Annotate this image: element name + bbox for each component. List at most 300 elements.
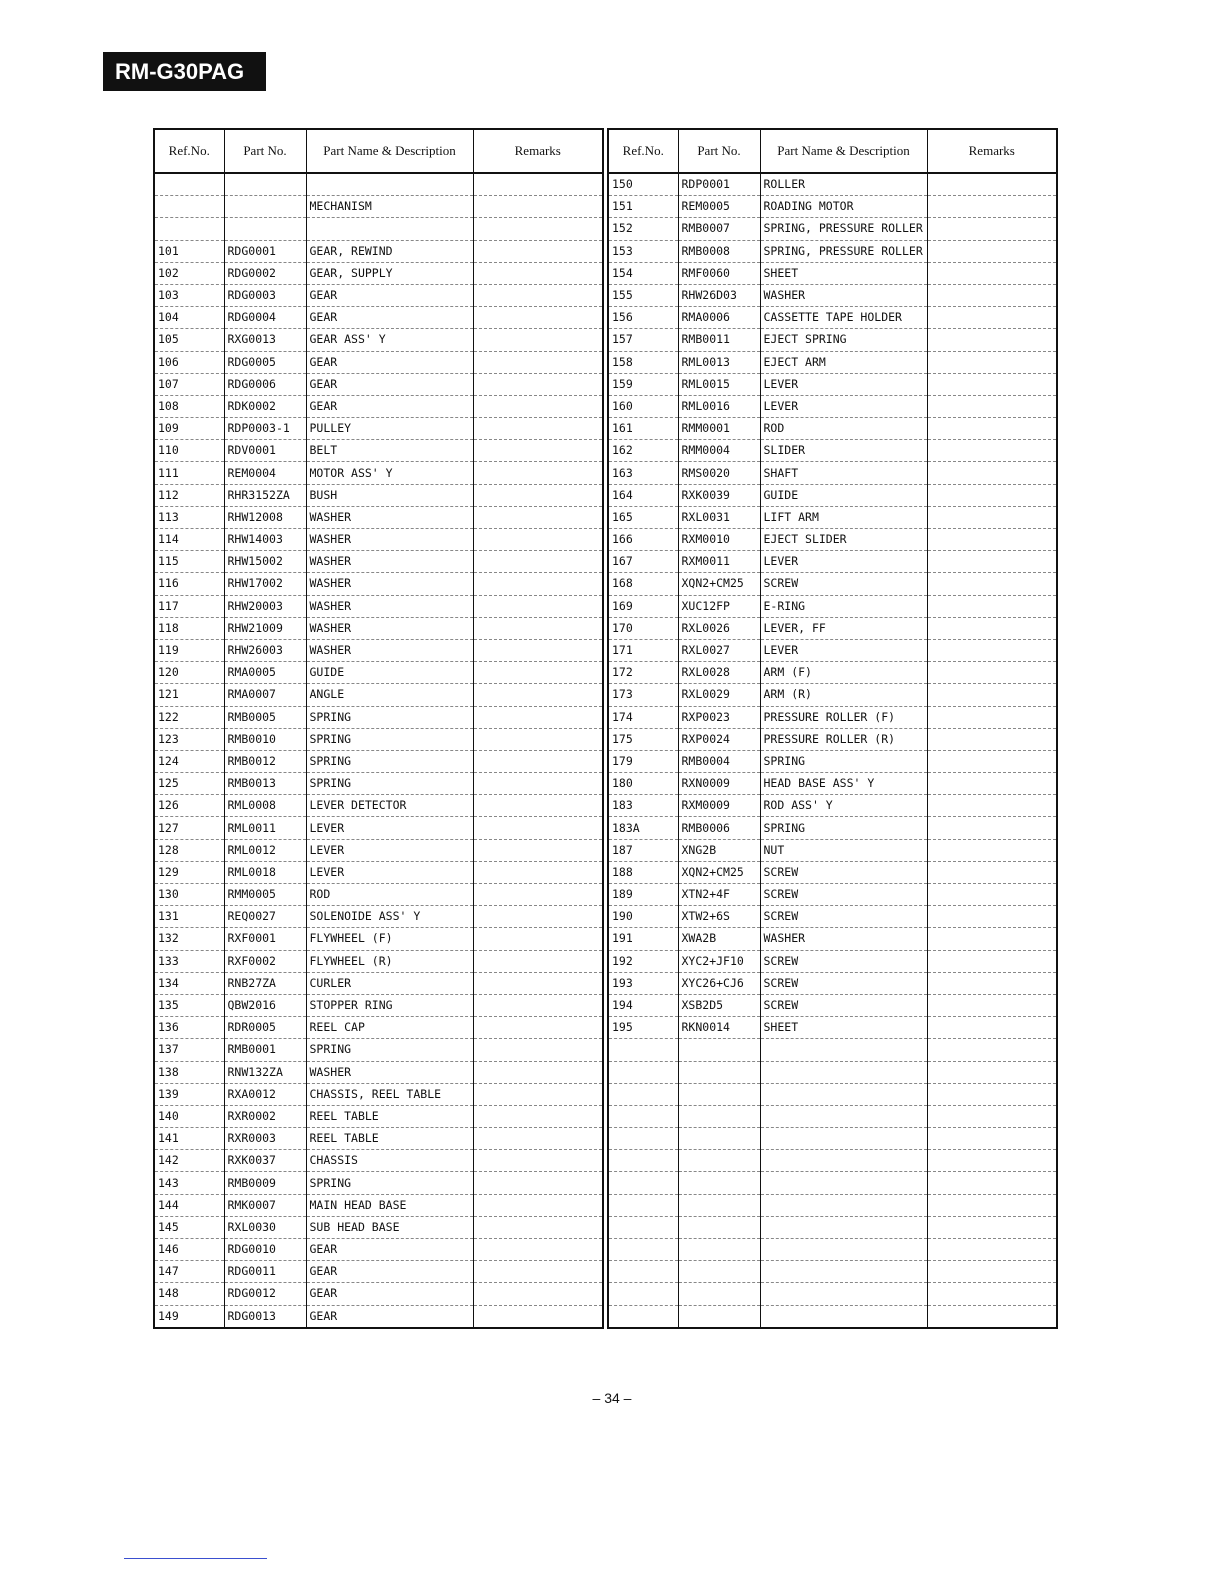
table-row [154, 529, 603, 551]
remarks-cell [473, 795, 603, 817]
ref-no-cell [608, 1105, 678, 1127]
header-part-name: Part Name & Description [760, 129, 927, 173]
table-row [608, 773, 1057, 795]
remarks-cell [473, 329, 603, 351]
part-name-cell: WASHER [306, 1061, 473, 1083]
part-name-cell: SPRING [760, 817, 927, 839]
part-no-cell: RHW20003 [224, 595, 306, 617]
part-no-cell: RXR0002 [224, 1105, 306, 1127]
part-no-cell: RHW15002 [224, 551, 306, 573]
ref-no-cell: 139 [154, 1083, 224, 1105]
table-row [608, 440, 1057, 462]
remarks-cell [927, 728, 1057, 750]
table-row [608, 196, 1057, 218]
remarks-cell [473, 617, 603, 639]
table-row [154, 351, 603, 373]
part-name-cell: SPRING [306, 728, 473, 750]
remarks-cell [473, 861, 603, 883]
remarks-cell [927, 307, 1057, 329]
table-row [608, 529, 1057, 551]
part-no-cell: REQ0027 [224, 906, 306, 928]
ref-no-cell [608, 1239, 678, 1261]
table-row [608, 1083, 1057, 1105]
table-row [154, 839, 603, 861]
ref-no-cell [154, 173, 224, 196]
part-no-cell [678, 1083, 760, 1105]
ref-no-cell: 193 [608, 972, 678, 994]
ref-no-cell [608, 1283, 678, 1305]
remarks-cell [927, 994, 1057, 1016]
part-name-cell: WASHER [306, 551, 473, 573]
ref-no-cell: 155 [608, 284, 678, 306]
header-row [608, 129, 1057, 173]
table-row [154, 307, 603, 329]
part-name-cell: MECHANISM [306, 196, 473, 218]
table-row [154, 1305, 603, 1328]
remarks-cell [927, 484, 1057, 506]
remarks-cell [927, 1216, 1057, 1238]
part-name-cell: STOPPER RING [306, 994, 473, 1016]
table-row [608, 1194, 1057, 1216]
part-no-cell: RMK0007 [224, 1194, 306, 1216]
remarks-cell [473, 1305, 603, 1328]
part-no-cell: XQN2+CM25 [678, 573, 760, 595]
ref-no-cell: 190 [608, 906, 678, 928]
remarks-cell [927, 1105, 1057, 1127]
part-name-cell: GEAR [306, 307, 473, 329]
part-name-cell: LEVER, FF [760, 617, 927, 639]
part-name-cell: EJECT SLIDER [760, 529, 927, 551]
remarks-cell [927, 972, 1057, 994]
table-row [608, 1172, 1057, 1194]
ref-no-cell: 102 [154, 262, 224, 284]
part-no-cell: RXP0024 [678, 728, 760, 750]
ref-no-cell: 162 [608, 440, 678, 462]
header-part-no: Part No. [678, 129, 760, 173]
table-row [608, 329, 1057, 351]
remarks-cell [927, 884, 1057, 906]
table-row [608, 1039, 1057, 1061]
part-no-cell: RDK0002 [224, 395, 306, 417]
table-row [608, 1105, 1057, 1127]
remarks-cell [473, 662, 603, 684]
part-name-cell: WASHER [306, 506, 473, 528]
part-no-cell: XYC2+JF10 [678, 950, 760, 972]
part-name-cell: CHASSIS, REEL TABLE [306, 1083, 473, 1105]
ref-no-cell: 173 [608, 684, 678, 706]
ref-no-cell: 174 [608, 706, 678, 728]
part-name-cell: LEVER [306, 839, 473, 861]
table-row [608, 484, 1057, 506]
part-name-cell: SCREW [760, 884, 927, 906]
table-row [608, 795, 1057, 817]
ref-no-cell: 103 [154, 284, 224, 306]
part-name-cell: GEAR [306, 373, 473, 395]
part-no-cell: RXL0028 [678, 662, 760, 684]
part-name-cell: MAIN HEAD BASE [306, 1194, 473, 1216]
table-row [608, 684, 1057, 706]
ref-no-cell: 188 [608, 861, 678, 883]
part-no-cell [678, 1039, 760, 1061]
ref-no-cell: 167 [608, 551, 678, 573]
part-name-cell: EJECT SPRING [760, 329, 927, 351]
table-row [154, 950, 603, 972]
part-name-cell: GEAR [306, 1305, 473, 1328]
ref-no-cell: 158 [608, 351, 678, 373]
remarks-cell [927, 928, 1057, 950]
remarks-cell [927, 1194, 1057, 1216]
remarks-cell [927, 373, 1057, 395]
ref-no-cell: 169 [608, 595, 678, 617]
part-no-cell: RHW14003 [224, 529, 306, 551]
part-no-cell: RMB0006 [678, 817, 760, 839]
ref-no-cell: 138 [154, 1061, 224, 1083]
remarks-cell [473, 1128, 603, 1150]
table-row [608, 817, 1057, 839]
remarks-cell [473, 218, 603, 240]
table-row [154, 728, 603, 750]
ref-no-cell [154, 218, 224, 240]
part-no-cell: RHW17002 [224, 573, 306, 595]
part-name-cell: REEL CAP [306, 1017, 473, 1039]
table-row [154, 573, 603, 595]
table-row [608, 928, 1057, 950]
table-row [608, 617, 1057, 639]
table-row [154, 750, 603, 772]
remarks-cell [927, 329, 1057, 351]
remarks-cell [473, 529, 603, 551]
part-name-cell [760, 1305, 927, 1328]
ref-no-cell: 171 [608, 639, 678, 661]
part-name-cell [760, 1172, 927, 1194]
part-no-cell: RHW21009 [224, 617, 306, 639]
part-no-cell [678, 1150, 760, 1172]
part-name-cell: SCREW [760, 972, 927, 994]
remarks-cell [473, 1261, 603, 1283]
remarks-cell [473, 1172, 603, 1194]
ref-no-cell: 189 [608, 884, 678, 906]
part-no-cell [678, 1239, 760, 1261]
part-no-cell: RMB0012 [224, 750, 306, 772]
part-no-cell: RMM0005 [224, 884, 306, 906]
part-no-cell: RXR0003 [224, 1128, 306, 1150]
ref-no-cell: 134 [154, 972, 224, 994]
remarks-cell [927, 351, 1057, 373]
header-remarks: Remarks [927, 129, 1057, 173]
remarks-cell [473, 817, 603, 839]
remarks-cell [473, 1194, 603, 1216]
part-name-cell: GEAR [306, 1283, 473, 1305]
ref-no-cell: 119 [154, 639, 224, 661]
part-name-cell: GUIDE [760, 484, 927, 506]
remarks-cell [927, 662, 1057, 684]
table-row [154, 972, 603, 994]
part-no-cell: RXP0023 [678, 706, 760, 728]
ref-no-cell [608, 1305, 678, 1328]
part-name-cell [306, 173, 473, 196]
remarks-cell [473, 1150, 603, 1172]
remarks-cell [927, 950, 1057, 972]
header-part-name: Part Name & Description [306, 129, 473, 173]
table-row [608, 1017, 1057, 1039]
ref-no-cell: 157 [608, 329, 678, 351]
ref-no-cell: 151 [608, 196, 678, 218]
ref-no-cell: 127 [154, 817, 224, 839]
table-row [154, 1194, 603, 1216]
part-no-cell: RXM0009 [678, 795, 760, 817]
ref-no-cell: 114 [154, 529, 224, 551]
part-name-cell: SCREW [760, 994, 927, 1016]
part-no-cell [678, 1105, 760, 1127]
remarks-cell [927, 1128, 1057, 1150]
parts-table-left-body [154, 173, 603, 1328]
part-name-cell: SPRING [306, 773, 473, 795]
table-row [608, 218, 1057, 240]
part-no-cell: RML0013 [678, 351, 760, 373]
table-row [154, 617, 603, 639]
table-row [154, 706, 603, 728]
table-row [154, 1128, 603, 1150]
ref-no-cell: 125 [154, 773, 224, 795]
remarks-cell [473, 972, 603, 994]
ref-no-cell: 168 [608, 573, 678, 595]
table-row [608, 240, 1057, 262]
table-row [608, 994, 1057, 1016]
table-row [608, 573, 1057, 595]
ref-no-cell: 156 [608, 307, 678, 329]
ref-no-cell: 124 [154, 750, 224, 772]
remarks-cell [473, 728, 603, 750]
part-no-cell: RMB0007 [678, 218, 760, 240]
part-name-cell: ROD [760, 418, 927, 440]
remarks-cell [473, 506, 603, 528]
part-no-cell [678, 1261, 760, 1283]
part-no-cell [224, 196, 306, 218]
table-row [154, 595, 603, 617]
ref-no-cell: 115 [154, 551, 224, 573]
ref-no-cell: 150 [608, 173, 678, 196]
ref-no-cell: 131 [154, 906, 224, 928]
part-no-cell: RMF0060 [678, 262, 760, 284]
part-no-cell: RMA0006 [678, 307, 760, 329]
part-no-cell: RDG0012 [224, 1283, 306, 1305]
part-name-cell: ROD [306, 884, 473, 906]
part-name-cell: WASHER [760, 284, 927, 306]
table-row [154, 1150, 603, 1172]
part-name-cell: LEVER [306, 861, 473, 883]
remarks-cell [473, 750, 603, 772]
remarks-cell [927, 684, 1057, 706]
part-no-cell: RNB27ZA [224, 972, 306, 994]
part-name-cell: SPRING [306, 1039, 473, 1061]
part-name-cell: SPRING [306, 1172, 473, 1194]
remarks-cell [473, 706, 603, 728]
part-no-cell: RDP0001 [678, 173, 760, 196]
part-no-cell: RMA0005 [224, 662, 306, 684]
ref-no-cell: 154 [608, 262, 678, 284]
part-name-cell [760, 1083, 927, 1105]
ref-no-cell: 120 [154, 662, 224, 684]
remarks-cell [473, 418, 603, 440]
part-no-cell: RHW26003 [224, 639, 306, 661]
part-no-cell [224, 173, 306, 196]
part-name-cell: GEAR [306, 284, 473, 306]
remarks-cell [927, 506, 1057, 528]
part-name-cell [760, 1061, 927, 1083]
part-no-cell: XQN2+CM25 [678, 861, 760, 883]
part-name-cell [306, 218, 473, 240]
table-row [608, 972, 1057, 994]
header-row [154, 129, 603, 173]
part-no-cell: XUC12FP [678, 595, 760, 617]
part-name-cell: NUT [760, 839, 927, 861]
table-row [154, 773, 603, 795]
part-name-cell: SCREW [760, 861, 927, 883]
part-no-cell: RMM0004 [678, 440, 760, 462]
ref-no-cell: 108 [154, 395, 224, 417]
part-name-cell: SCREW [760, 573, 927, 595]
part-name-cell: GEAR ASS' Y [306, 329, 473, 351]
remarks-cell [473, 928, 603, 950]
part-no-cell: RXK0037 [224, 1150, 306, 1172]
remarks-cell [473, 173, 603, 196]
part-name-cell [760, 1194, 927, 1216]
parts-table-left [153, 128, 604, 1329]
part-no-cell: RML0011 [224, 817, 306, 839]
ref-no-cell: 191 [608, 928, 678, 950]
part-name-cell: SLIDER [760, 440, 927, 462]
remarks-cell [927, 595, 1057, 617]
parts-table-right [607, 128, 1058, 1329]
part-no-cell: RDV0001 [224, 440, 306, 462]
part-name-cell [760, 1039, 927, 1061]
ref-no-cell: 142 [154, 1150, 224, 1172]
ref-no-cell: 141 [154, 1128, 224, 1150]
remarks-cell [473, 684, 603, 706]
part-name-cell: GUIDE [306, 662, 473, 684]
part-name-cell: SHEET [760, 1017, 927, 1039]
ref-no-cell: 133 [154, 950, 224, 972]
ref-no-cell: 105 [154, 329, 224, 351]
part-no-cell: RXM0010 [678, 529, 760, 551]
part-name-cell: WASHER [306, 529, 473, 551]
table-row [608, 1150, 1057, 1172]
part-name-cell: LEVER [760, 551, 927, 573]
part-no-cell: RDG0002 [224, 262, 306, 284]
part-name-cell: LEVER [760, 373, 927, 395]
table-row [154, 196, 603, 218]
part-no-cell: RMB0008 [678, 240, 760, 262]
part-no-cell: RXL0029 [678, 684, 760, 706]
part-no-cell: RML0015 [678, 373, 760, 395]
part-name-cell: ARM (F) [760, 662, 927, 684]
part-name-cell: SPRING, PRESSURE ROLLER [760, 240, 927, 262]
part-no-cell: RNW132ZA [224, 1061, 306, 1083]
part-name-cell [760, 1261, 927, 1283]
ref-no-cell: 146 [154, 1239, 224, 1261]
table-row [608, 418, 1057, 440]
part-name-cell: WASHER [760, 928, 927, 950]
part-no-cell: RXN0009 [678, 773, 760, 795]
part-name-cell [760, 1150, 927, 1172]
table-row [154, 861, 603, 883]
remarks-cell [927, 1150, 1057, 1172]
ref-no-cell: 137 [154, 1039, 224, 1061]
footer-divider [124, 1558, 267, 1559]
part-name-cell: LEVER [760, 395, 927, 417]
table-row [608, 1283, 1057, 1305]
ref-no-cell: 111 [154, 462, 224, 484]
part-name-cell: SPRING [306, 706, 473, 728]
table-row [154, 884, 603, 906]
part-name-cell: REEL TABLE [306, 1128, 473, 1150]
part-no-cell: RDG0005 [224, 351, 306, 373]
ref-no-cell: 172 [608, 662, 678, 684]
remarks-cell [473, 484, 603, 506]
part-name-cell: PRESSURE ROLLER (F) [760, 706, 927, 728]
remarks-cell [927, 906, 1057, 928]
remarks-cell [927, 284, 1057, 306]
table-row [608, 662, 1057, 684]
table-row [608, 506, 1057, 528]
part-name-cell: HEAD BASE ASS' Y [760, 773, 927, 795]
remarks-cell [927, 817, 1057, 839]
table-row [154, 240, 603, 262]
table-row [608, 639, 1057, 661]
table-row [154, 906, 603, 928]
ref-no-cell [608, 1216, 678, 1238]
table-row [154, 173, 603, 196]
part-no-cell: QBW2016 [224, 994, 306, 1016]
ref-no-cell [608, 1128, 678, 1150]
ref-no-cell: 166 [608, 529, 678, 551]
part-no-cell: RDG0013 [224, 1305, 306, 1328]
table-row [608, 1216, 1057, 1238]
table-row [154, 1172, 603, 1194]
table-row [608, 307, 1057, 329]
ref-no-cell: 187 [608, 839, 678, 861]
ref-no-cell: 123 [154, 728, 224, 750]
table-row [154, 1283, 603, 1305]
ref-no-cell: 153 [608, 240, 678, 262]
remarks-cell [473, 1039, 603, 1061]
ref-no-cell: 145 [154, 1216, 224, 1238]
ref-no-cell: 118 [154, 617, 224, 639]
remarks-cell [927, 1083, 1057, 1105]
part-no-cell: RXK0039 [678, 484, 760, 506]
table-row [154, 284, 603, 306]
table-row [608, 728, 1057, 750]
part-no-cell: RHW12008 [224, 506, 306, 528]
part-name-cell: REEL TABLE [306, 1105, 473, 1127]
remarks-cell [927, 551, 1057, 573]
part-no-cell: RDG0004 [224, 307, 306, 329]
remarks-cell [473, 395, 603, 417]
table-row [154, 1083, 603, 1105]
part-name-cell: SPRING [306, 750, 473, 772]
part-name-cell: SHAFT [760, 462, 927, 484]
part-name-cell [760, 1216, 927, 1238]
table-row [608, 839, 1057, 861]
part-no-cell: RMB0010 [224, 728, 306, 750]
ref-no-cell: 126 [154, 795, 224, 817]
ref-no-cell: 164 [608, 484, 678, 506]
remarks-cell [927, 1283, 1057, 1305]
part-no-cell: XWA2B [678, 928, 760, 950]
ref-no-cell: 194 [608, 994, 678, 1016]
page-number: – 34 – [592, 1390, 632, 1406]
part-name-cell: ROD ASS' Y [760, 795, 927, 817]
